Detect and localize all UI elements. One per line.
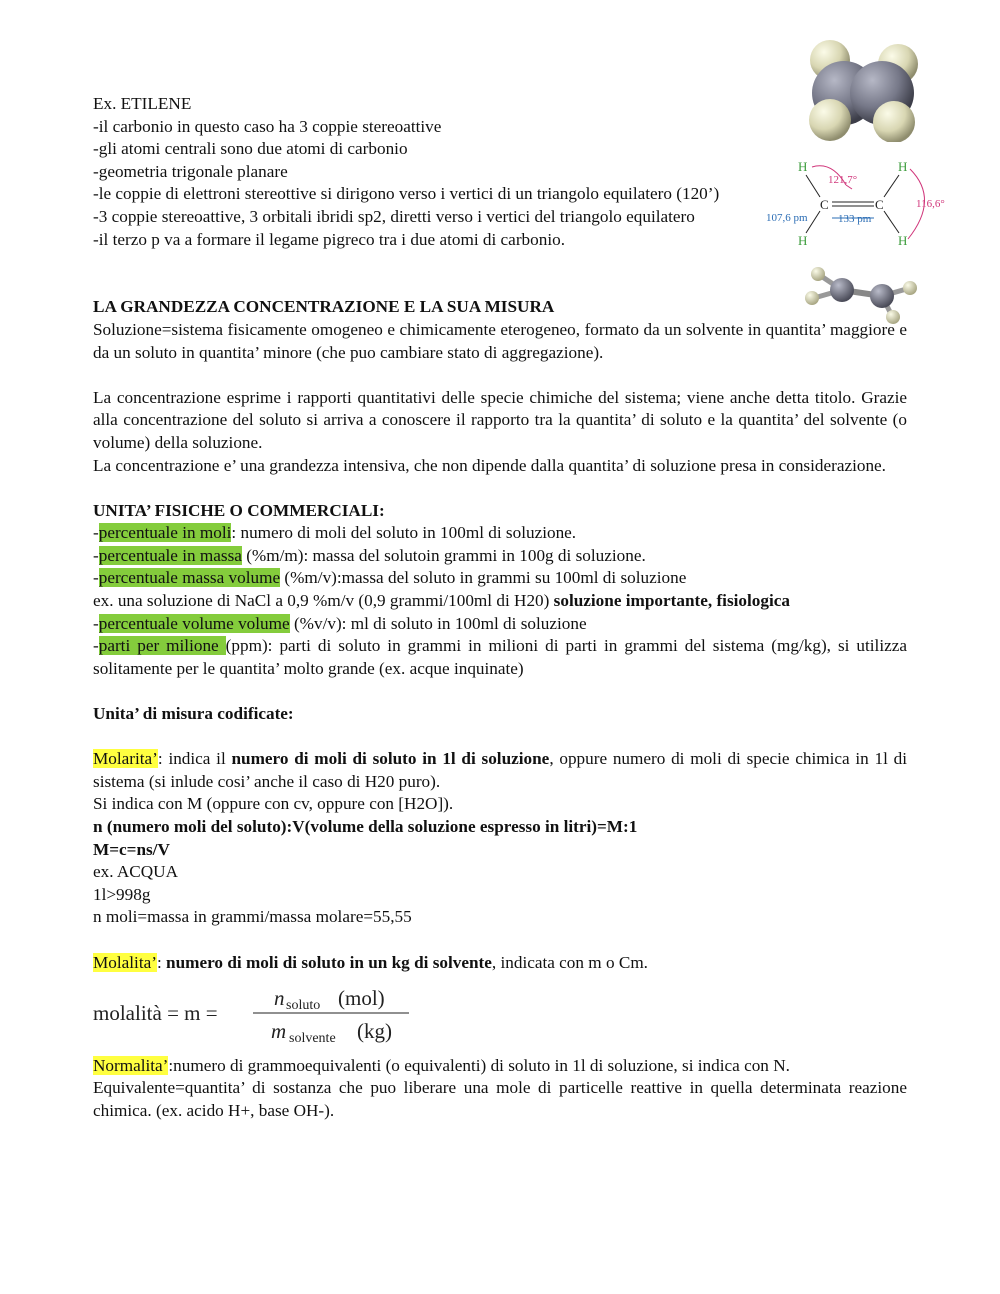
ethylene-line: -le coppie di elettroni stereottive si dirigono verso i vertici di un triangolo equilatero (120’) xyxy=(93,184,720,204)
angle-label: 121,7° xyxy=(828,174,858,186)
svg-text:(kg): (kg) xyxy=(357,1019,392,1044)
formula-line: n (numero moli del soluto):V(volume della soluzione espresso in litri)=M:1 xyxy=(93,817,638,836)
example-line: ex. ACQUA xyxy=(93,862,178,882)
ethylene-line: -il terzo p va a formare il legame pigreco tra i due atomi di carbonio. xyxy=(93,229,565,249)
unit-item: -percentuale in massa (%m/m): massa del solutoin grammi in 100g di soluzione. xyxy=(93,545,646,565)
molalita-definition: Molalita’: numero di moli di soluto in un kg di solvente, indicata con m o Cm. xyxy=(93,952,648,972)
highlighted-term: parti per milione xyxy=(98,636,226,656)
unit-item: -percentuale massa volume (%m/v):massa del soluto in grammi su 100ml di soluzione xyxy=(93,568,687,588)
bond-length-label: 107,6 pm xyxy=(766,212,808,224)
molality-formula xyxy=(93,980,423,1044)
highlighted-term: percentuale massa volume xyxy=(98,568,281,588)
highlighted-term: Normalita’ xyxy=(93,1055,169,1075)
svg-text:n: n xyxy=(274,986,285,1011)
svg-text:(mol): (mol) xyxy=(338,986,385,1011)
atom-h: H xyxy=(798,233,808,248)
ethylene-line: -gli atomi centrali sono due atomi di carbonio xyxy=(93,139,408,159)
highlighted-term: Molarita’ xyxy=(93,749,158,769)
svg-text:soluto: soluto xyxy=(286,998,321,1014)
svg-text:solvente: solvente xyxy=(289,1031,336,1045)
section-heading: LA GRANDEZZA CONCENTRAZIONE E LA SUA MISURA xyxy=(93,297,555,317)
molarita-definition: Molarita’: indica il numero di moli di soluto in 1l di soluzione, oppure numero di moli di specie chimica in 1l di sistema (si inlude cosi’ anche il caso di H20 puro). xyxy=(93,749,907,791)
section-heading: UNITA’ FISICHE O COMMERCIALI: xyxy=(93,500,385,520)
atom-h: H xyxy=(898,159,908,174)
unit-item: -percentuale in moli: numero di moli del soluto in 100ml di soluzione. xyxy=(93,523,577,543)
unit-item: -percentuale volume volume (%v/v): ml di soluto in 100ml di soluzione xyxy=(93,613,587,633)
ethylene-section xyxy=(93,93,765,251)
formula-line: M=c=ns/V xyxy=(93,839,170,859)
document-page xyxy=(93,93,907,1123)
paragraph: La concentrazione e’ una grandezza intensiva, che non dipende dalla quantita’ di soluzione presa in considerazione. xyxy=(93,455,886,475)
atom-c: C xyxy=(820,197,829,212)
paragraph: Soluzione=sistema fisicamente omogeneo e chimicamente eterogeneo, formato da un solvente in quantita’ maggiore e da un soluto in quantita’ minore (che puo cambiare stato di aggregazione). xyxy=(93,319,907,362)
ethylene-line: -il carbonio in questo caso ha 3 coppie stereoattive xyxy=(93,116,442,136)
bond-length-label: 133 pm xyxy=(838,213,872,225)
paragraph: La concentrazione esprime i rapporti quantitativi delle specie chimiche del sistema; viene anche detta titolo. Grazie alla concentrazione del soluto si arriva a conoscere il rapporto tra la quantita’ di soluto e la quantita’ del solvente (o volume) della soluzione. xyxy=(93,387,907,452)
formula-lhs: molalità = m = xyxy=(93,1001,218,1026)
highlighted-term: percentuale in massa xyxy=(98,545,242,565)
unit-item: -parti per milione (ppm): parti di soluto in grammi in milioni di parti in grammi del sistema (mg/kg), si utilizza solitamente per le quantita’ molto grande (ex. acque inquinate) xyxy=(93,636,907,678)
ethylene-line: Ex. ETILENE xyxy=(93,94,192,113)
paragraph: Si indica con M (oppure con cv, oppure con [H2O]). xyxy=(93,794,454,814)
example-line: n moli=massa in grammi/massa molare=55,55 xyxy=(93,907,412,927)
paragraph: Equivalente=quantita’ di sostanza che puo liberare una mole di particelle reattive in quella determinata reazione chimica. (ex. acido H+, base OH-). xyxy=(93,1078,907,1120)
ethylene-line: -geometria trigonale planare xyxy=(93,161,288,181)
atom-h: H xyxy=(798,159,808,174)
highlighted-term: Molalita’ xyxy=(93,952,157,972)
angle-label: 116,6° xyxy=(916,198,945,210)
highlighted-term: percentuale volume volume xyxy=(98,613,290,633)
example-line: 1l>998g xyxy=(93,884,151,904)
section-heading: Unita’ di misura codificate: xyxy=(93,704,294,724)
example-line: ex. una soluzione di NaCl a 0,9 %m/v (0,9 grammi/100ml di H20) soluzione importante, fisiologica xyxy=(93,591,790,611)
svg-text:m: m xyxy=(271,1019,287,1044)
normalita-definition: Normalita’:numero di grammoequivalenti (o equivalenti) di soluto in 1l di soluzione, si indica con N. xyxy=(93,1055,790,1075)
highlighted-term: percentuale in moli xyxy=(98,523,232,543)
atom-h: H xyxy=(898,233,908,248)
ethylene-line: -3 coppie stereoattive, 3 orbitali ibridi sp2, diretti verso i vertici del triangolo equilatero xyxy=(93,206,695,226)
atom-c: C xyxy=(875,197,884,212)
